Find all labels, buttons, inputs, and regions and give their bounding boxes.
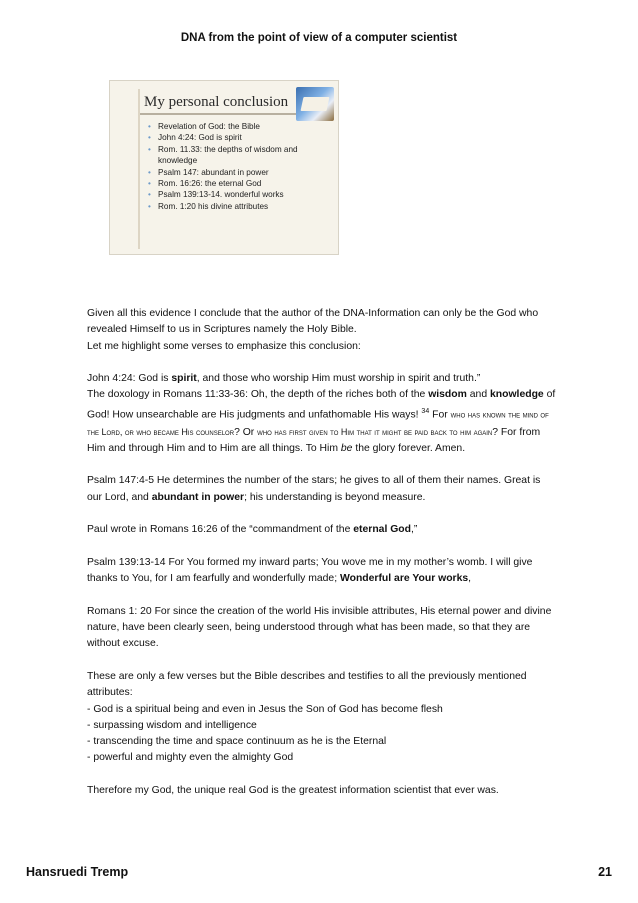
slide-bullet: • Psalm 147: abundant in power [148,167,326,178]
slide-bullet: • Rom. 16:26: the eternal God [148,178,326,189]
slide-bullet: • Psalm 139:13-14. wonderful works [148,189,326,200]
verse-text: ; his understanding is beyond measure. [244,491,426,503]
summary-item: - surpassing wisdom and intelligence [87,719,257,731]
verse-small-caps: who has known the mind of the [87,409,549,437]
verse-text: of God! How unsearchable are His judgments and unfathomable His ways! [87,389,556,421]
summary-item: - transcending the time and space continuum as he is the Eternal [87,736,387,748]
verse-emphasis: wisdom [428,389,467,401]
verse-text: The doxology in Romans 11:33-36: Oh, the depth of the riches both of the [87,389,429,401]
verse-text: , and those who worship Him must worship in spirit and truth.” [196,373,481,385]
verse-text: Psalm 139:13-14 For You formed my inward parts; You wove me in my mother’s womb. I will give thanks to You, for I am fearfully and wonderfully made; [87,556,533,585]
verse-emphasis: Wonderful are Your works [339,573,469,585]
verse-number: 34 [421,407,430,415]
verse-text: , [468,573,472,585]
slide-bullet-list [148,121,326,212]
verse-emphasis: abundant in power [151,491,245,503]
verse-italic: be [340,442,353,454]
slide-bullet: • Rom. 11.33: the depths of wisdom and knowledge [148,144,326,167]
verse-text: and [466,389,490,401]
verse-text: the glory forever. Amen. [352,442,466,454]
verse-text: ,” [411,524,418,536]
open-bible-icon [296,87,334,121]
intro-lead-in: Let me highlight some verses to emphasize this conclusion: [87,340,361,352]
verse-emphasis: spirit [171,373,197,385]
verse-text: ? For from Him and through Him and to Him are all things. To Him [87,426,541,454]
verse-text: John 4:24: God is [87,373,172,385]
verse-small-caps: His counselor [181,426,235,437]
psalm-147-verse [87,473,557,506]
conclusion-paragraph: Therefore my God, the unique real God is the greatest information scientist that ever was. [87,785,499,797]
romans-11-verse [87,387,557,457]
footer-author: Hansruedi Tremp [26,865,129,879]
john-verse [87,371,557,387]
verse-text: Paul wrote in Romans 16:26 of the “commandment of the [87,524,354,536]
verse-text: For [429,409,451,421]
slide-title: My personal conclusion [144,94,289,110]
verse-small-caps: , or who became [119,426,182,437]
slide-bullet: • Rom. 1:20 his divine attributes [148,201,326,212]
romans-1-verse: Romans 1: 20 For since the creation of the world His invisible attributes, His eternal power and divine nature, have been clearly seen, being understood through what has been made, so that they are without excuse. [87,605,552,650]
page-header-title: DNA from the point of view of a computer scientist [180,32,458,44]
summary-item: - powerful and mighty even the almighty God [87,752,294,764]
romans-16-verse [87,522,557,538]
slide-bullet: • Revelation of God: the Bible [148,121,326,132]
slide-title-underline [140,113,308,115]
verse-text: ? Or [234,426,258,438]
verse-small-caps: that it might be paid back to him again [354,426,493,437]
verse-small-caps: who has first given to [257,426,341,437]
verse-text: Psalm 147:4-5 He determines the number of the stars; he gives to all of them their names. Great is our Lord, and [87,475,541,503]
verse-emphasis: eternal God [353,524,412,536]
psalm-139-verse [87,555,557,588]
summary-intro: These are only a few verses but the Bible describes and testifies to all the previously mentioned attributes: [87,671,527,699]
verse-small-caps: Him [340,426,355,437]
page-number: 21 [598,865,612,879]
slide-image [109,80,339,255]
body-text [87,306,557,816]
intro-paragraph: Given all this evidence I conclude that the author of the DNA-Information can only be the God who revealed Himself to us in Scriptures namely the Holy Bible. [87,308,539,336]
verse-emphasis: knowledge [490,389,544,401]
spacer [87,767,557,783]
summary-item: - God is a spiritual being and even in Jesus the Son of God has become flesh [87,703,443,715]
verse-small-caps: Lord [101,426,120,437]
slide-bullet: • John 4:24: God is spirit [148,132,326,143]
